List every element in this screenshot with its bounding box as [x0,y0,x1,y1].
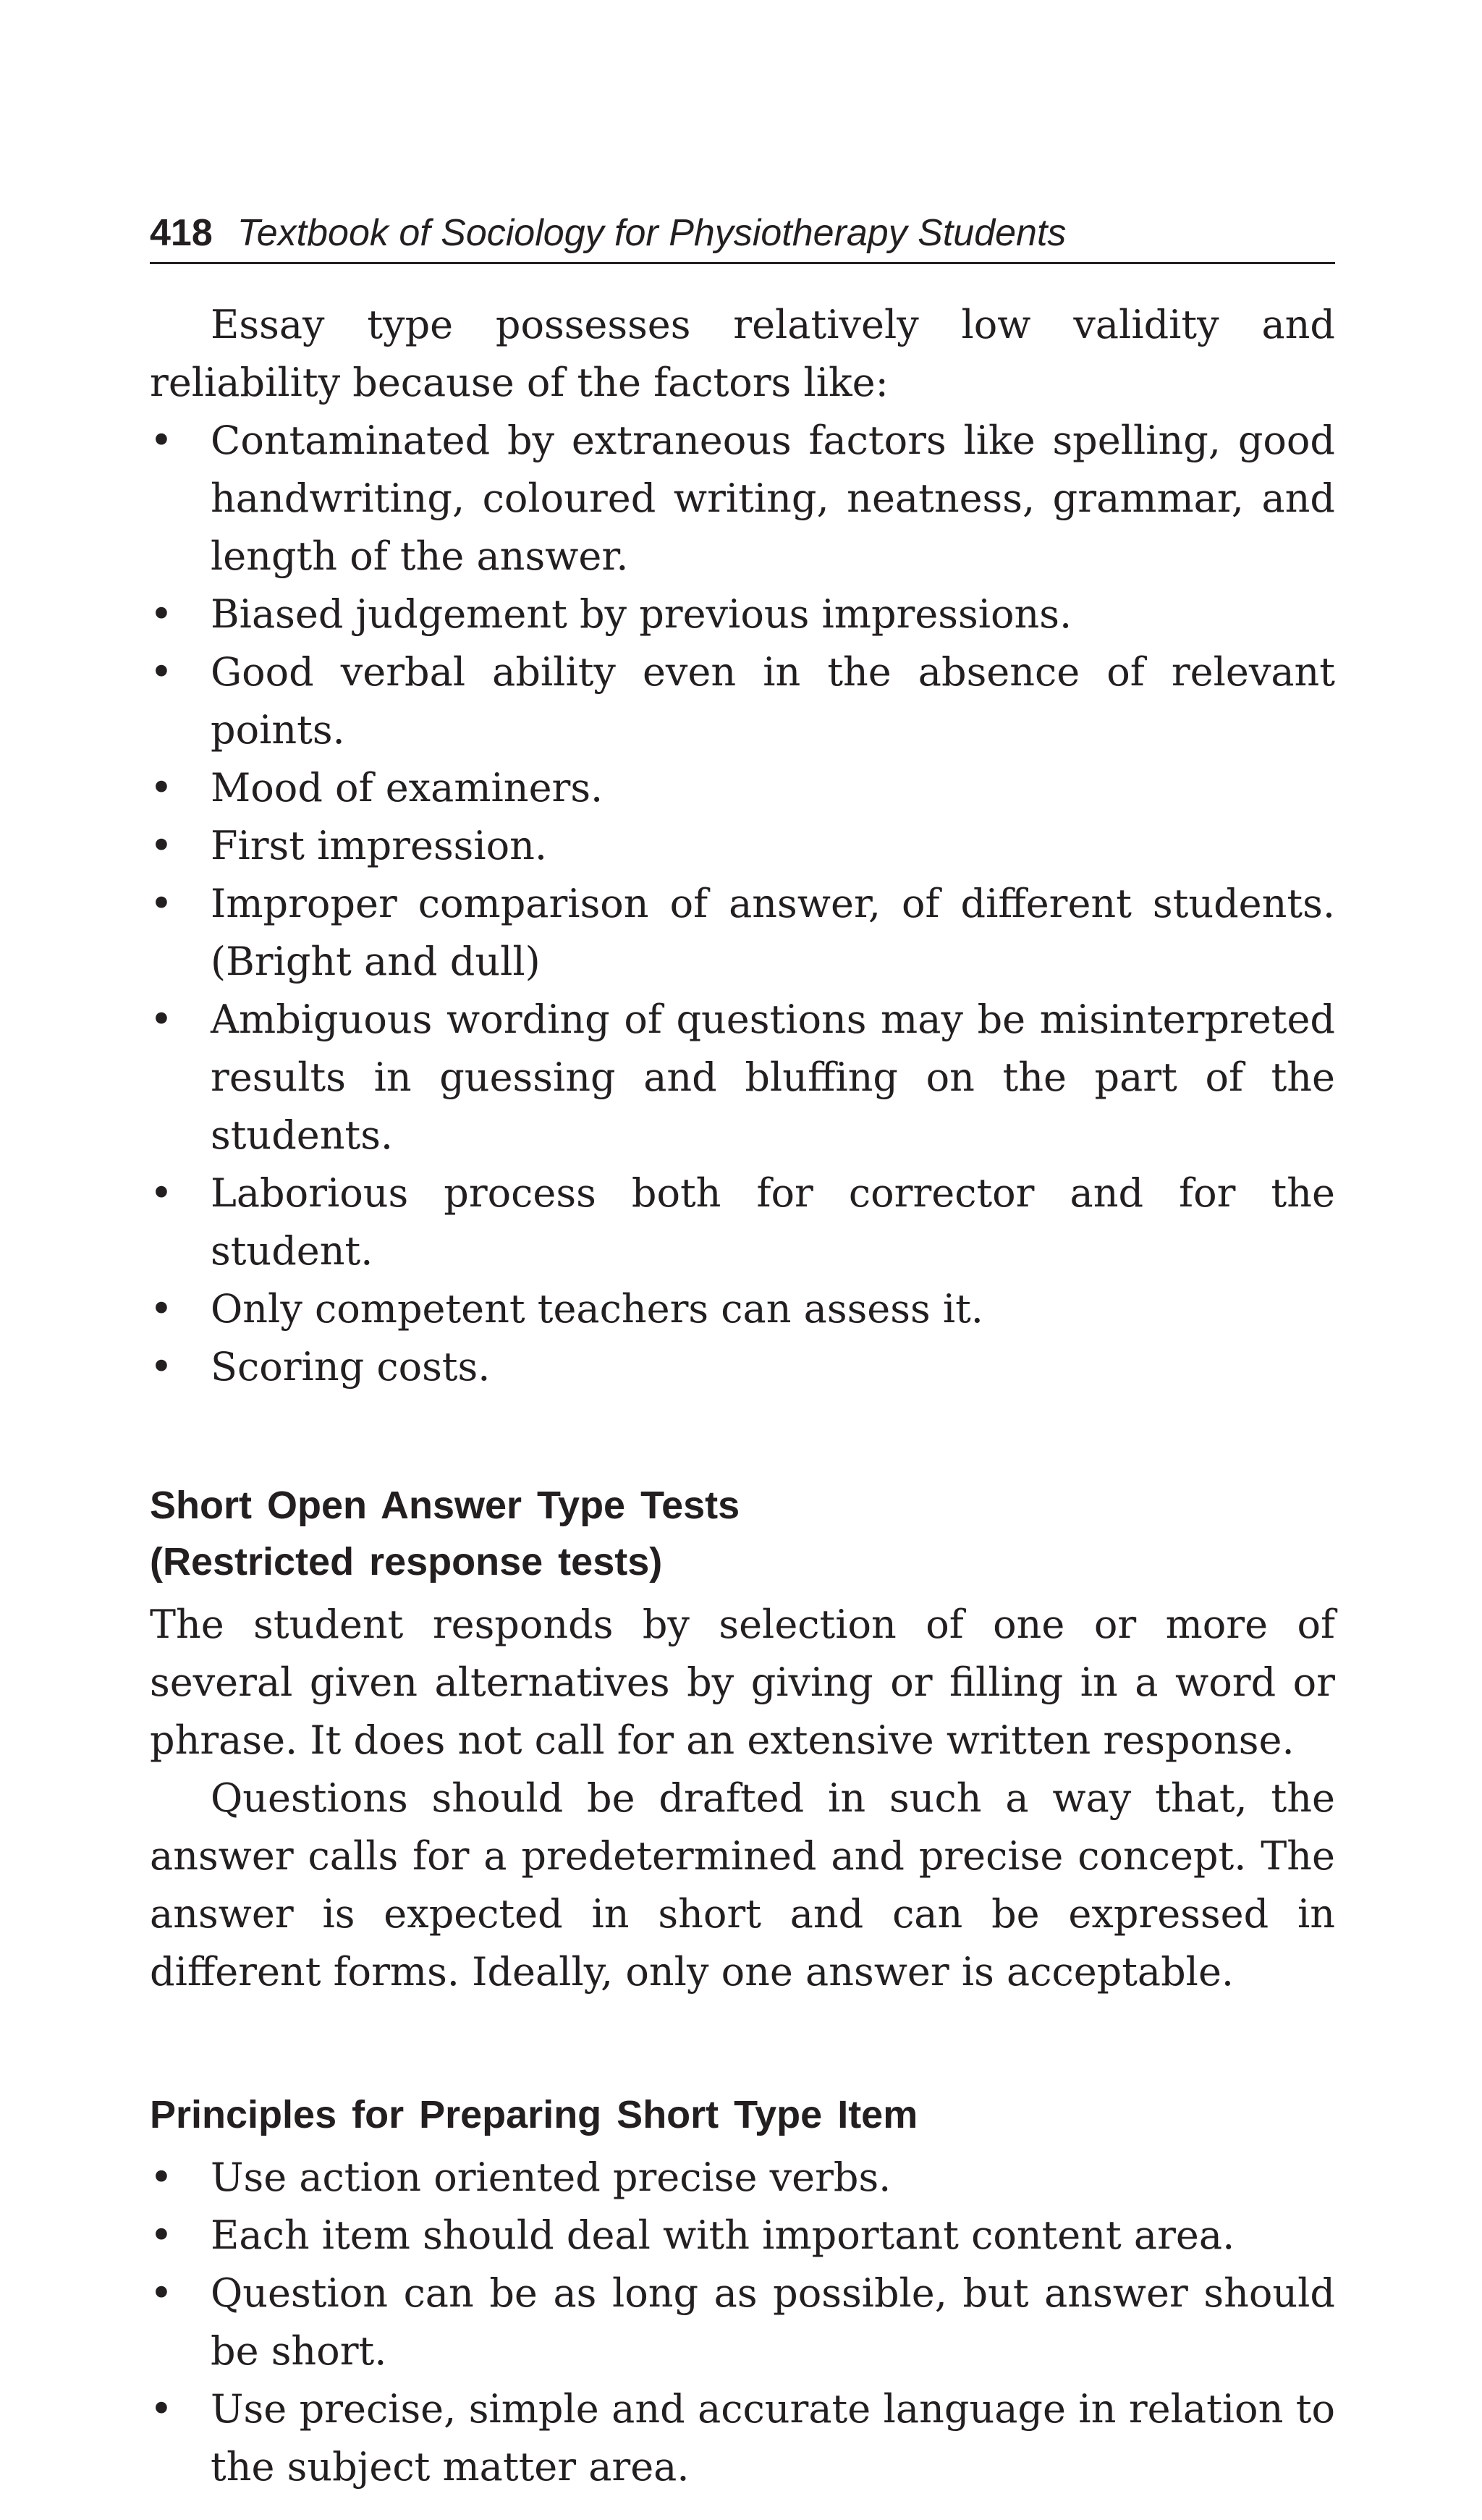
running-head [150,210,1335,264]
section-heading-short-open [150,1477,1335,1590]
bullet-icon: • [150,2155,173,2200]
bullet-icon: • [150,649,173,695]
list-item-text: Each item should deal with important content area. [211,2212,1235,2258]
bullet-icon: • [150,823,173,868]
book-page [150,210,1335,2496]
list-item [150,875,1335,991]
list-item-text: Ambiguous wording of questions may be misinterpreted results in guessing and bluffing on the part of the students. [211,997,1335,1158]
bullet-icon: • [150,765,173,811]
list-item-text: Use action oriented precise verbs. [211,2155,892,2200]
heading-line: Short Open Answer Type Tests [150,1484,740,1527]
intro-paragraph: Essay type possesses relatively low validity and reliability because of the factors like: [150,302,1335,405]
book-title: Textbook of Sociology for Physiotherapy Students [237,212,1067,254]
principles-list [150,2149,1335,2496]
list-item [150,585,1335,643]
bullet-icon: • [150,418,173,463]
heading-subline: (Restricted response tests) [150,1540,663,1584]
list-item-text: Mood of examiners. [211,765,604,811]
list-item [150,1164,1335,1280]
list-item-text: Good verbal ability even in the absence of relevant points. [211,649,1335,753]
bullet-icon: • [150,591,173,637]
list-item-text: Laborious process both for corrector and for the student. [211,1170,1335,1274]
list-item-text: Use precise, simple and accurate language in relation to the subject matter area. [211,2386,1335,2490]
short-open-paragraph-2: Questions should be drafted in such a way that, the answer calls for a predetermined and precise concept. The answer is expected in short and can be expressed in different forms. Ideally, only one answer is acceptable. [150,1775,1335,1995]
list-item-text: First impression. [211,823,548,868]
page-number: 418 [150,212,213,254]
list-item-text: Improper comparison of answer, of different students. (Bright and dull) [211,881,1335,984]
factors-list [150,412,1335,1396]
bullet-icon: • [150,1286,173,1332]
list-item [150,412,1335,585]
bullet-icon: • [150,881,173,926]
bullet-icon: • [150,2212,173,2258]
list-item-text: Question can be as long as possible, but answer should be short. [211,2270,1335,2374]
section-heading-principles: Principles for Preparing Short Type Item [150,2093,918,2136]
list-item [150,759,1335,817]
list-item-text: Scoring costs. [211,1344,491,1390]
list-item [150,2149,1335,2207]
list-item [150,2380,1335,2496]
list-item [150,1280,1335,1338]
bullet-icon: • [150,2386,173,2432]
bullet-icon: • [150,1344,173,1390]
list-item [150,1338,1335,1396]
list-item-text: Contaminated by extraneous factors like spelling, good handwriting, coloured writing, neatness, grammar, and length of the answer. [211,418,1335,579]
list-item [150,2265,1335,2380]
bullet-icon: • [150,997,173,1042]
list-item-text: Only competent teachers can assess it. [211,1286,983,1332]
list-item-text: Biased judgement by previous impressions. [211,591,1072,637]
list-item [150,2207,1335,2265]
list-item [150,817,1335,875]
bullet-icon: • [150,1170,173,1216]
list-item [150,991,1335,1164]
bullet-icon: • [150,2270,173,2316]
list-item [150,643,1335,759]
short-open-paragraph-1: The student responds by selection of one or more of several given alternatives by giving or filling in a word or phrase. It does not call for an extensive written response. [150,1602,1335,1763]
